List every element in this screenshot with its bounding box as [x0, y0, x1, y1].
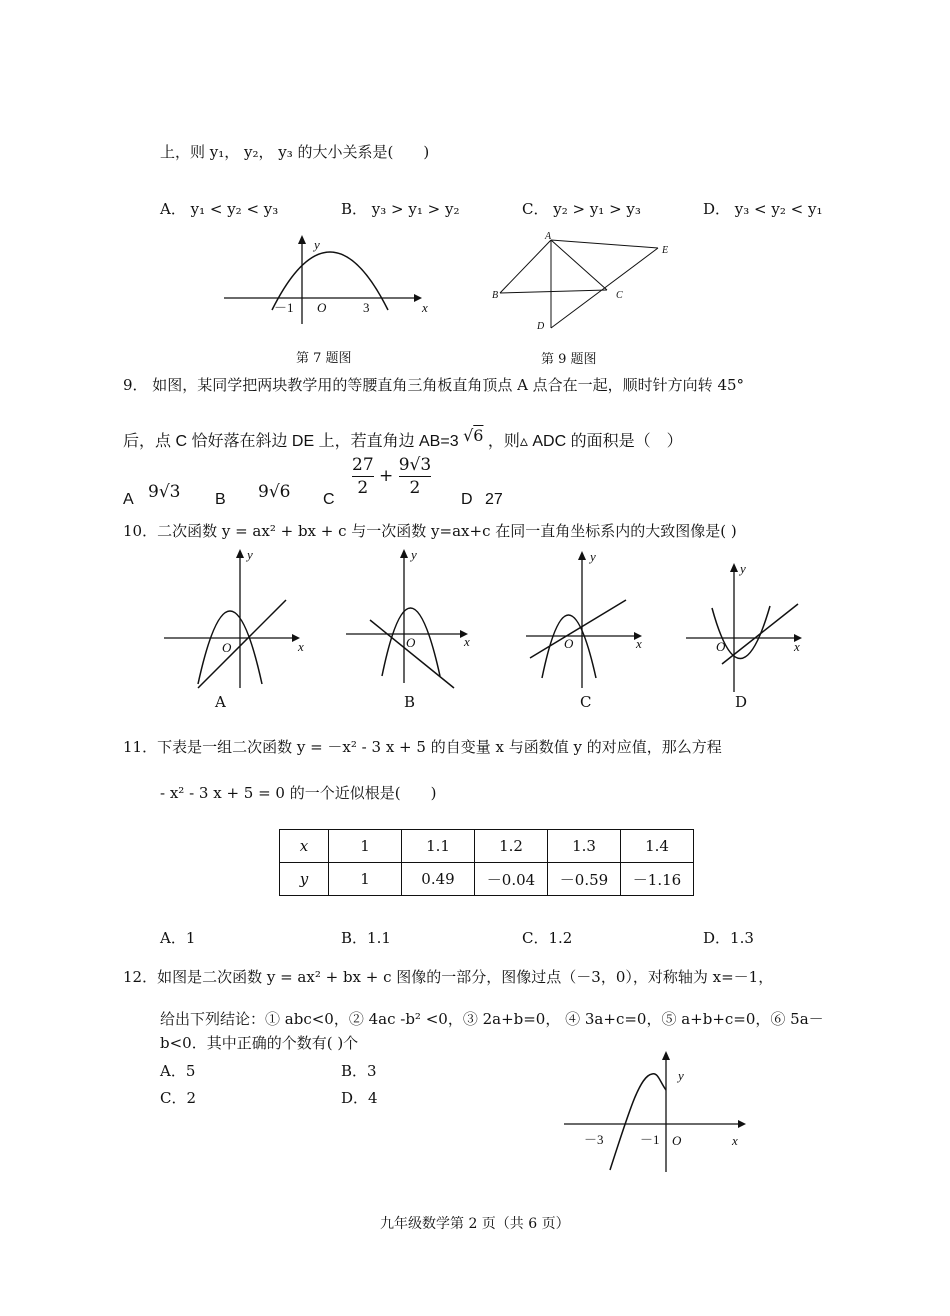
q9-opt-a: 9√3 — [148, 482, 181, 502]
q12-option-d: D．4 — [341, 1089, 378, 1107]
q10-graph-d — [682, 560, 832, 695]
q9-opt-c-label: C — [323, 491, 335, 508]
svg-text:y: y — [247, 548, 253, 562]
q9-opt-c-plus: + — [379, 466, 394, 486]
fig9-point-a: A — [545, 231, 552, 242]
svg-text:x: x — [794, 639, 800, 654]
q9-line2-pre: 后，点 C 恰好落在斜边 DE 上，若直角边 AB=3 — [123, 433, 459, 450]
fig7-x-label: x — [422, 300, 428, 315]
q11-value-table — [279, 829, 694, 896]
q8-option-a: A． y₁ < y₂ < y₃ — [160, 200, 279, 218]
table-row — [280, 863, 694, 896]
q12-tick-mid: －1 — [640, 1132, 660, 1147]
fig7-tick-left: －1 — [274, 300, 294, 315]
table-cell: x — [280, 830, 329, 863]
q12-option-b: B．3 — [341, 1062, 377, 1080]
q12-tick-left: －3 — [584, 1132, 604, 1147]
q11-stem: 11．下表是一组二次函数 y = －x² - 3 x + 5 的自变量 x 与函数值 y 的对应值，那么方程 — [123, 738, 722, 756]
q9-line2 — [123, 428, 683, 451]
q9-opt-c-frac2: $\frac{9√3}{2}$ — [398, 455, 432, 498]
q8-option-d: D． y₃ < y₂ < y₁ — [703, 200, 823, 218]
q9-line1: 9． 如图，某同学把两块教学用的等腰直角三角板直角顶点 A 点合在一起，顺时针方向转 45° — [123, 376, 745, 394]
q10-label-a: A — [215, 693, 226, 711]
q11-option-b: B．1.1 — [341, 929, 391, 947]
table-cell: －1.16 — [621, 863, 694, 896]
q12-line3: b<0．其中正确的个数有( )个 — [160, 1034, 359, 1052]
q12-figure — [560, 1048, 755, 1178]
fig9-caption: 第 9 题图 — [541, 352, 597, 367]
svg-text:O: O — [716, 639, 726, 654]
table-cell: y — [280, 863, 329, 896]
q12-option-a: A．5 — [160, 1062, 196, 1080]
q11-option-c: C．1.2 — [522, 929, 573, 947]
q12-stem: 12．如图是二次函数 y = ax² + bx + c 图像的一部分，图像过点（－3，0），对称轴为 x=－1， — [123, 968, 774, 986]
q11-option-a: A．1 — [160, 929, 196, 947]
q10-label-b: B — [404, 693, 416, 711]
table-cell: 1.1 — [402, 830, 475, 863]
table-cell: 1 — [329, 830, 402, 863]
q11-stem2: - x² - 3 x + 5 = 0 的一个近似根是( ) — [160, 784, 437, 802]
q10-label-d: D — [735, 693, 748, 711]
q10-graph-a — [160, 548, 310, 693]
q10-graph-b — [340, 548, 490, 693]
q9-radical: √6 — [463, 426, 484, 445]
fig7-y-label: y — [314, 237, 320, 252]
fig9-point-e: E — [662, 245, 669, 256]
svg-text:x: x — [464, 634, 470, 649]
svg-text:O: O — [406, 635, 416, 650]
q9-opt-b-label: B — [215, 491, 226, 508]
q12-line2: 给出下列结论：① abc<0，② 4ac -b² <0，③ 2a+b=0， ④ 3a+c=0，⑤ a+b+c=0，⑥ 5a－ — [160, 1010, 824, 1028]
page-footer: 九年级数学第 2 页（共 6 页） — [380, 1216, 570, 1232]
figure-7 — [222, 232, 442, 327]
svg-text:x: x — [732, 1133, 738, 1148]
q9-opt-d: 27 — [485, 491, 503, 508]
svg-text:x: x — [636, 636, 642, 651]
svg-text:O: O — [672, 1133, 682, 1148]
fig7-origin: O — [317, 300, 327, 315]
svg-text:y: y — [590, 549, 596, 564]
svg-text:O: O — [564, 636, 574, 651]
svg-text:x: x — [298, 639, 304, 654]
q8-option-c: C． y₂ > y₁ > y₃ — [522, 200, 641, 218]
table-cell: 1.3 — [548, 830, 621, 863]
q9-opt-b: 9√6 — [258, 482, 291, 502]
svg-text:O: O — [222, 640, 232, 655]
q9-line2-post: ，则▵ ADC 的面积是（ ） — [487, 433, 683, 450]
svg-text:y: y — [411, 548, 417, 562]
q9-opt-a-label: A — [123, 491, 134, 508]
figure-9 — [488, 230, 678, 335]
fig7-tick-right: 3 — [363, 300, 370, 315]
table-cell: 0.49 — [402, 863, 475, 896]
q8-option-b: B． y₃ > y₁ > y₂ — [341, 200, 460, 218]
q10-graph-c — [520, 548, 670, 693]
q9-opt-c-frac1: $\frac{27}{2}$ — [352, 455, 374, 498]
q11-option-d: D．1.3 — [703, 929, 754, 947]
q8-stem-tail: 上，则 y₁， y₂， y₃ 的大小关系是( ) — [160, 143, 430, 161]
q9-radicand: 6 — [473, 426, 484, 445]
fig7-caption: 第 7 题图 — [296, 351, 352, 366]
fig9-point-b: B — [492, 290, 499, 301]
svg-text:y: y — [678, 1068, 684, 1083]
fig9-point-c: C — [616, 290, 623, 301]
q10-label-c: C — [580, 693, 592, 711]
table-cell: 1.2 — [475, 830, 548, 863]
table-cell: 1.4 — [621, 830, 694, 863]
table-cell: 1 — [329, 863, 402, 896]
table-row — [280, 830, 694, 863]
table-cell: －0.04 — [475, 863, 548, 896]
q10-stem: 10．二次函数 y = ax² + bx + c 与一次函数 y=ax+c 在同一直角坐标系内的大致图像是( ) — [123, 522, 737, 540]
svg-text:y: y — [740, 561, 746, 576]
q12-option-c: C．2 — [160, 1089, 197, 1107]
q9-opt-d-label: D — [461, 491, 473, 508]
fig9-point-d: D — [537, 321, 545, 332]
table-cell: －0.59 — [548, 863, 621, 896]
q9-opt-c — [352, 454, 431, 499]
